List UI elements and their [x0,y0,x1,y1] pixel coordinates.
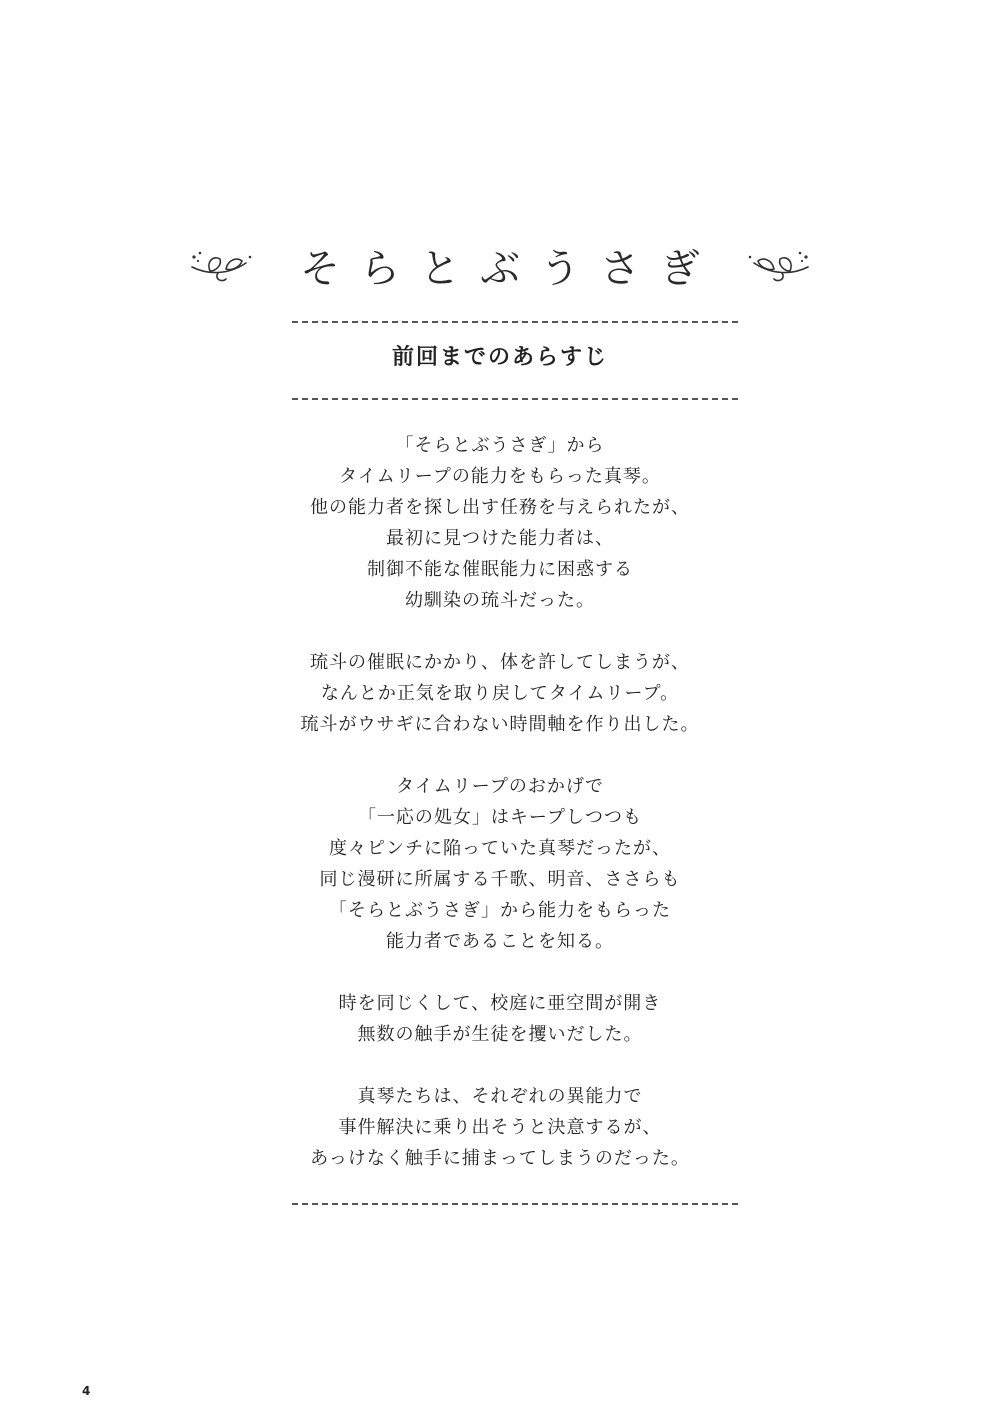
synopsis-line: 琉斗がウサギに合わない時間軸を作り出した。 [300,714,700,735]
synopsis-line: 「一応の処女」はキープしつつも [357,807,643,828]
synopsis-line: 真琴たちは、それぞれの異能力で [357,1086,643,1107]
synopsis-line: なんとか正気を取り戻してタイムリープ。 [320,683,680,704]
leaf-sprig-icon [188,245,258,285]
synopsis-line: 最初に見つけた能力者は、 [386,528,614,549]
synopsis-line: 能力者であることを知る。 [386,931,614,952]
synopsis-line: タイムリープの能力をもらった真琴。 [339,466,661,487]
synopsis-line: あっけなく触手に捕まってしまうのだった。 [310,1148,690,1169]
synopsis-line: 「そらとぶうさぎ」から能力をもらった [329,900,671,921]
synopsis-line: 「そらとぶうさぎ」から [395,435,605,456]
synopsis-line: 琉斗の催眠にかかり、体を許してしまうが、 [310,652,690,673]
synopsis-line: 幼馴染の琉斗だった。 [405,590,595,611]
page-number: 4 [82,1384,91,1398]
synopsis-text [0,430,1000,1174]
synopsis-line: 同じ漫研に所属する千歌、明音、ささらも [319,869,681,890]
synopsis-line: 他の能力者を探し出す任務を与えられたが、 [310,497,690,518]
bottom-dashed-divider [292,1203,738,1205]
synopsis-line: 事件解決に乗り出そうと決意するが、 [338,1117,662,1138]
synopsis-line: 制御不能な催眠能力に困惑する [367,559,633,580]
synopsis-line: 時を同じくして、校庭に亜空間が開き [338,993,662,1014]
paragraph-gap [0,957,1000,988]
document-title: そらとぶうさぎ [300,245,720,292]
section-heading: 前回までのあらすじ [391,345,608,370]
heading-dashed-divider [292,398,738,400]
synopsis-line: 無数の触手が生徒を攫いだした。 [357,1024,643,1045]
paragraph-gap [0,1050,1000,1081]
synopsis-line: 度々ピンチに陥っていた真琴だったが、 [329,838,671,859]
leaf-sprig-icon [742,245,812,285]
paragraph-gap [0,740,1000,771]
synopsis-line: タイムリープのおかげで [396,776,604,797]
top-dashed-divider [292,321,738,323]
paragraph-gap [0,616,1000,647]
title-row [0,230,1000,300]
